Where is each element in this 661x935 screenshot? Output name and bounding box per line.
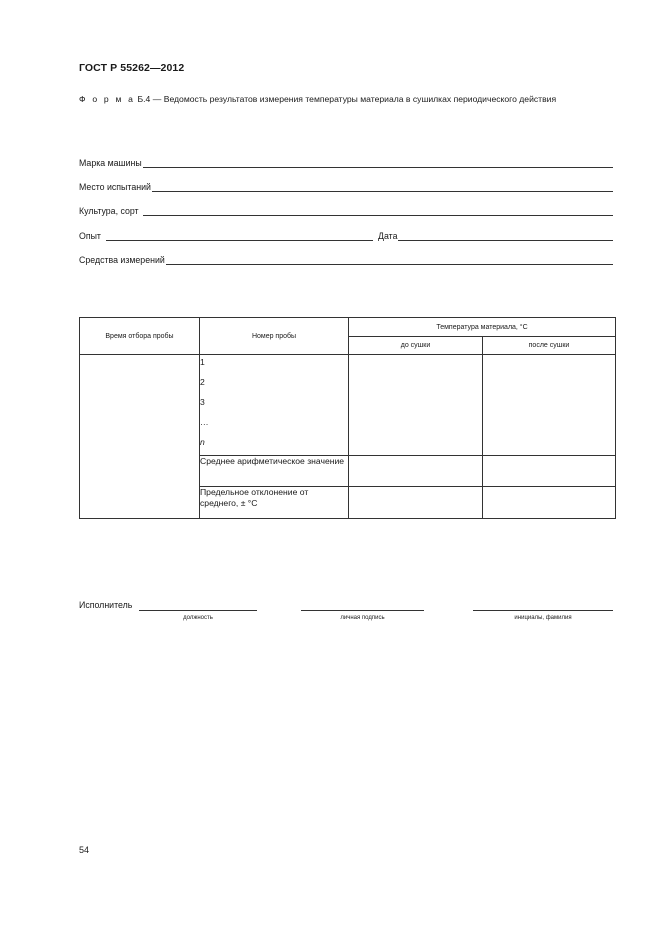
form-label: Ф о р м а: [79, 94, 136, 104]
field-machine-line[interactable]: [143, 156, 613, 168]
sample-number: 1: [200, 357, 205, 367]
form-title: [79, 94, 556, 104]
name-caption: инициалы, фамилия: [514, 615, 572, 621]
mean-before-cell[interactable]: [349, 456, 483, 487]
header-temperature: Температура материала, °С: [349, 318, 616, 337]
position-caption: должность: [183, 615, 213, 621]
time-cell[interactable]: [80, 355, 200, 519]
field-crop: [79, 202, 613, 216]
sample-number: 3: [200, 397, 205, 407]
field-machine: [79, 154, 613, 168]
field-crop-label: Культура, сорт: [79, 206, 139, 216]
field-instruments: [79, 251, 613, 265]
after-values-cell[interactable]: [483, 355, 616, 456]
sample-numbers-cell: [200, 355, 349, 456]
mean-label: Среднее арифметическое значение: [200, 456, 349, 487]
field-date-line[interactable]: [398, 229, 613, 241]
field-date: [378, 227, 613, 241]
executor-label: Исполнитель: [79, 600, 133, 610]
position-line[interactable]: [139, 609, 257, 611]
field-instruments-line[interactable]: [166, 253, 613, 265]
field-machine-label: Марка машины: [79, 158, 142, 168]
field-place-line[interactable]: [152, 180, 613, 192]
sample-number: …: [200, 417, 209, 427]
deviation-after-cell[interactable]: [483, 487, 616, 519]
mean-after-cell[interactable]: [483, 456, 616, 487]
form-number: Б.4: [137, 94, 151, 104]
field-instruments-label: Средства измерений: [79, 255, 165, 265]
deviation-before-cell[interactable]: [349, 487, 483, 519]
field-crop-line[interactable]: [143, 204, 613, 216]
field-place: [79, 178, 613, 192]
page-number: 54: [79, 845, 90, 855]
sample-number: 2: [200, 377, 205, 387]
field-place-label: Место испытаний: [79, 182, 151, 192]
name-line[interactable]: [473, 609, 613, 611]
before-values-cell[interactable]: [349, 355, 483, 456]
header-sample: Номер пробы: [200, 318, 349, 355]
standard-number: ГОСТ Р 55262—2012: [79, 62, 185, 74]
signature-line[interactable]: [301, 609, 424, 611]
signature-caption: личная подпись: [340, 615, 385, 621]
field-date-label: Дата: [378, 231, 398, 241]
header-time: Время отбора пробы: [80, 318, 200, 355]
measurement-table: [79, 317, 616, 519]
field-trial-label: Опыт: [79, 231, 101, 241]
header-before: до сушки: [349, 337, 483, 355]
field-trial-line[interactable]: [106, 229, 373, 241]
deviation-label: Предельное отклонение от среднего, ± °С: [200, 487, 349, 519]
sample-number: n: [200, 437, 205, 447]
field-trial: [79, 227, 373, 241]
form-description: — Ведомость результатов измерения температуры материала в сушилках периодического действия: [152, 94, 557, 104]
header-after: после сушки: [483, 337, 616, 355]
